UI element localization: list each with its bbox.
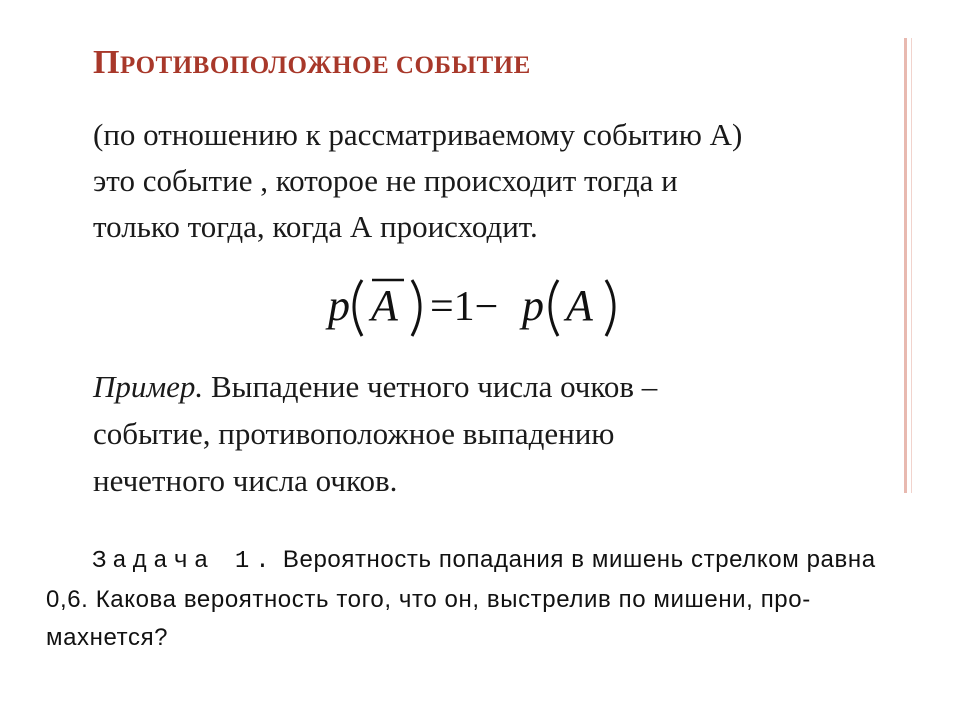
formula-p-right: p [522,281,544,330]
formula-a-plain: A [566,281,593,330]
example-paragraph [93,363,893,504]
probability-formula [322,266,642,346]
definition-line-2: это событие , которое не происходит тогда и [93,163,678,198]
example-line-1 [93,363,893,410]
formula-p-left: p [328,281,350,330]
example-label: Пример. [93,369,204,404]
task-label: Задача 1. [92,548,276,575]
task-line-2: 0,6. Какова вероятность того, что он, выстрелив по мишени, про- [46,586,811,613]
formula-equals-one-minus: =1− [430,284,499,330]
title-second-first-letter: С [395,52,415,79]
example-line-2: событие, противоположное выпадению [93,416,615,451]
title-word-1: РОТИВОПОЛОЖНОЕ [119,52,390,79]
decorative-vertical-rule [904,38,907,493]
decorative-vertical-rule-thin [911,38,912,493]
formula-paren-open-2 [550,280,558,336]
formula-paren-open-1 [354,280,362,336]
definition-line-1: (по отношению к рассматриваемому событию А) [93,117,743,152]
task-line-3: махнется? [46,624,169,651]
example-line-3: нечетного числа очков. [93,463,398,498]
formula-paren-close-1 [412,280,420,336]
slide-title [93,44,531,82]
title-first-letter: П [93,44,120,81]
task-paragraph [46,541,926,657]
definition-line-3: только тогда, когда А происходит. [93,209,538,244]
definition-paragraph [93,112,923,250]
formula-paren-close-2 [606,280,614,336]
example-line-1-text: Выпадение четного числа очков – [203,369,658,404]
formula-a-bar: A [371,281,398,330]
task-line-1-text: Вероятность попадания в мишень стрелком равна [275,546,876,573]
title-word-2: ОБЫТИЕ [414,52,531,79]
task-line-1 [46,541,926,581]
